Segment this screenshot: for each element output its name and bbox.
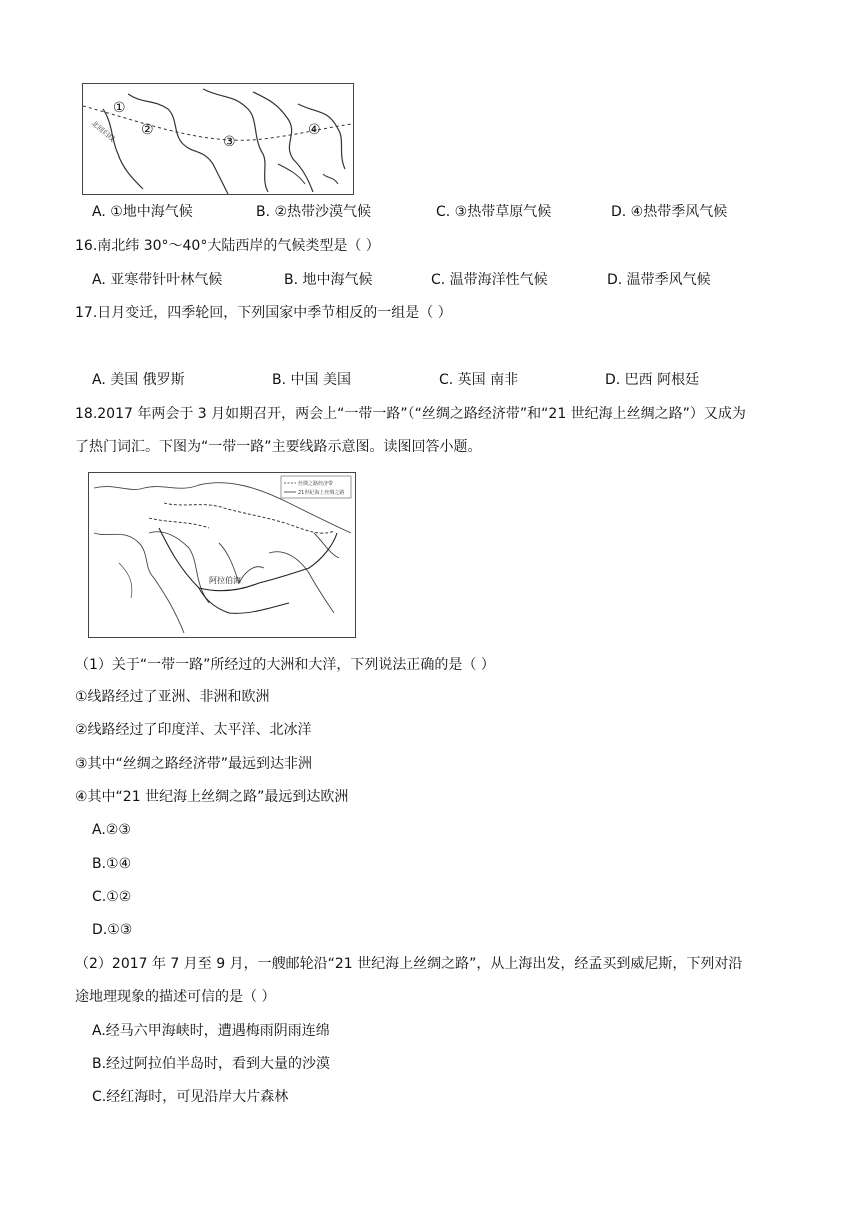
- map-marker-2: ②: [141, 122, 154, 138]
- q18-sub2-option-a[interactable]: A.经马六甲海峡时，遭遇梅雨阴雨连绵: [92, 1023, 330, 1039]
- q16-stem: 16.南北纬 30°～40°大陆西岸的气候类型是（ ）: [75, 238, 380, 254]
- belt-road-map-drawing: [89, 473, 355, 637]
- q15-option-c[interactable]: C. ③热带草原气候: [436, 204, 552, 220]
- q18-sub1-statement-1: ①线路经过了亚洲、非洲和欧洲: [75, 689, 270, 705]
- map-marker-4: ④: [308, 122, 321, 138]
- q18-stem-line2: 了热门词汇。下图为“一带一路”主要线路示意图。读图回答小题。: [75, 439, 482, 455]
- q16-option-c[interactable]: C. 温带海洋性气候: [431, 272, 548, 288]
- legend-land-route: 丝绸之路经济带: [298, 481, 334, 487]
- q17-option-a[interactable]: A. 美国 俄罗斯: [92, 372, 185, 388]
- q17-stem: 17.日月变迁，四季轮回，下列国家中季节相反的一组是（ ）: [75, 305, 452, 321]
- q16-option-a[interactable]: A. 亚寒带针叶林气候: [92, 272, 223, 288]
- q17-option-b[interactable]: B. 中国 美国: [272, 372, 351, 388]
- q17-option-c[interactable]: C. 英国 南非: [439, 372, 519, 388]
- q18-sub2-option-c[interactable]: C.经红海时，可见沿岸大片森林: [92, 1089, 289, 1105]
- q18-sub1-option-c[interactable]: C.①②: [92, 889, 132, 905]
- q18-sub1-statement-3: ③其中“丝绸之路经济带”最远到达非洲: [75, 756, 313, 772]
- q16-option-b[interactable]: B. 地中海气候: [284, 272, 373, 288]
- q18-stem-line1: 18.2017 年两会于 3 月如期召开，两会上“一带一路”（“丝绸之路经济带”和“21 世纪海上丝绸之路”）又成为: [75, 406, 746, 422]
- q18-sub2-option-b[interactable]: B.经过阿拉伯半岛时，看到大量的沙漠: [92, 1056, 331, 1072]
- q18-sub2-stem-line2: 途地理现象的描述可信的是（ ）: [75, 989, 276, 1005]
- belt-road-map: [88, 472, 356, 638]
- q17-option-d[interactable]: D. 巴西 阿根廷: [605, 372, 700, 388]
- q18-sub1-stem: （1）关于“一带一路”所经过的大洲和大洋，下列说法正确的是（ ）: [75, 657, 495, 673]
- legend-sea-route: 21世纪海上丝绸之路: [298, 490, 345, 496]
- q18-sub1-option-d[interactable]: D.①③: [92, 922, 133, 938]
- q18-sub1-option-b[interactable]: B.①④: [92, 856, 132, 872]
- map-marker-3: ③: [223, 134, 236, 150]
- q18-sub1-statement-2: ②线路经过了印度洋、太平洋、北冰洋: [75, 722, 312, 738]
- q15-option-b[interactable]: B. ②热带沙漠气候: [256, 204, 372, 220]
- tropic-label: 北回归线: [89, 119, 117, 144]
- q15-option-d[interactable]: D. ④热带季风气候: [611, 204, 728, 220]
- q18-sub1-statement-4: ④其中“21 世纪海上丝绸之路”最远到达欧洲: [75, 789, 349, 805]
- q16-option-d[interactable]: D. 温带季风气候: [607, 272, 711, 288]
- arabian-sea-label: 阿拉伯海: [209, 576, 241, 585]
- q15-option-a[interactable]: A. ①地中海气候: [92, 204, 193, 220]
- map-marker-1: ①: [113, 100, 126, 116]
- q18-sub1-option-a[interactable]: A.②③: [92, 822, 131, 838]
- q18-sub2-stem-line1: （2）2017 年 7 月至 9 月，一艘邮轮沿“21 世纪海上丝绸之路”，从上海出发，经孟买到威尼斯，下列对沿: [75, 956, 743, 972]
- climate-map-drawing: [83, 84, 353, 194]
- climate-map: [82, 83, 354, 195]
